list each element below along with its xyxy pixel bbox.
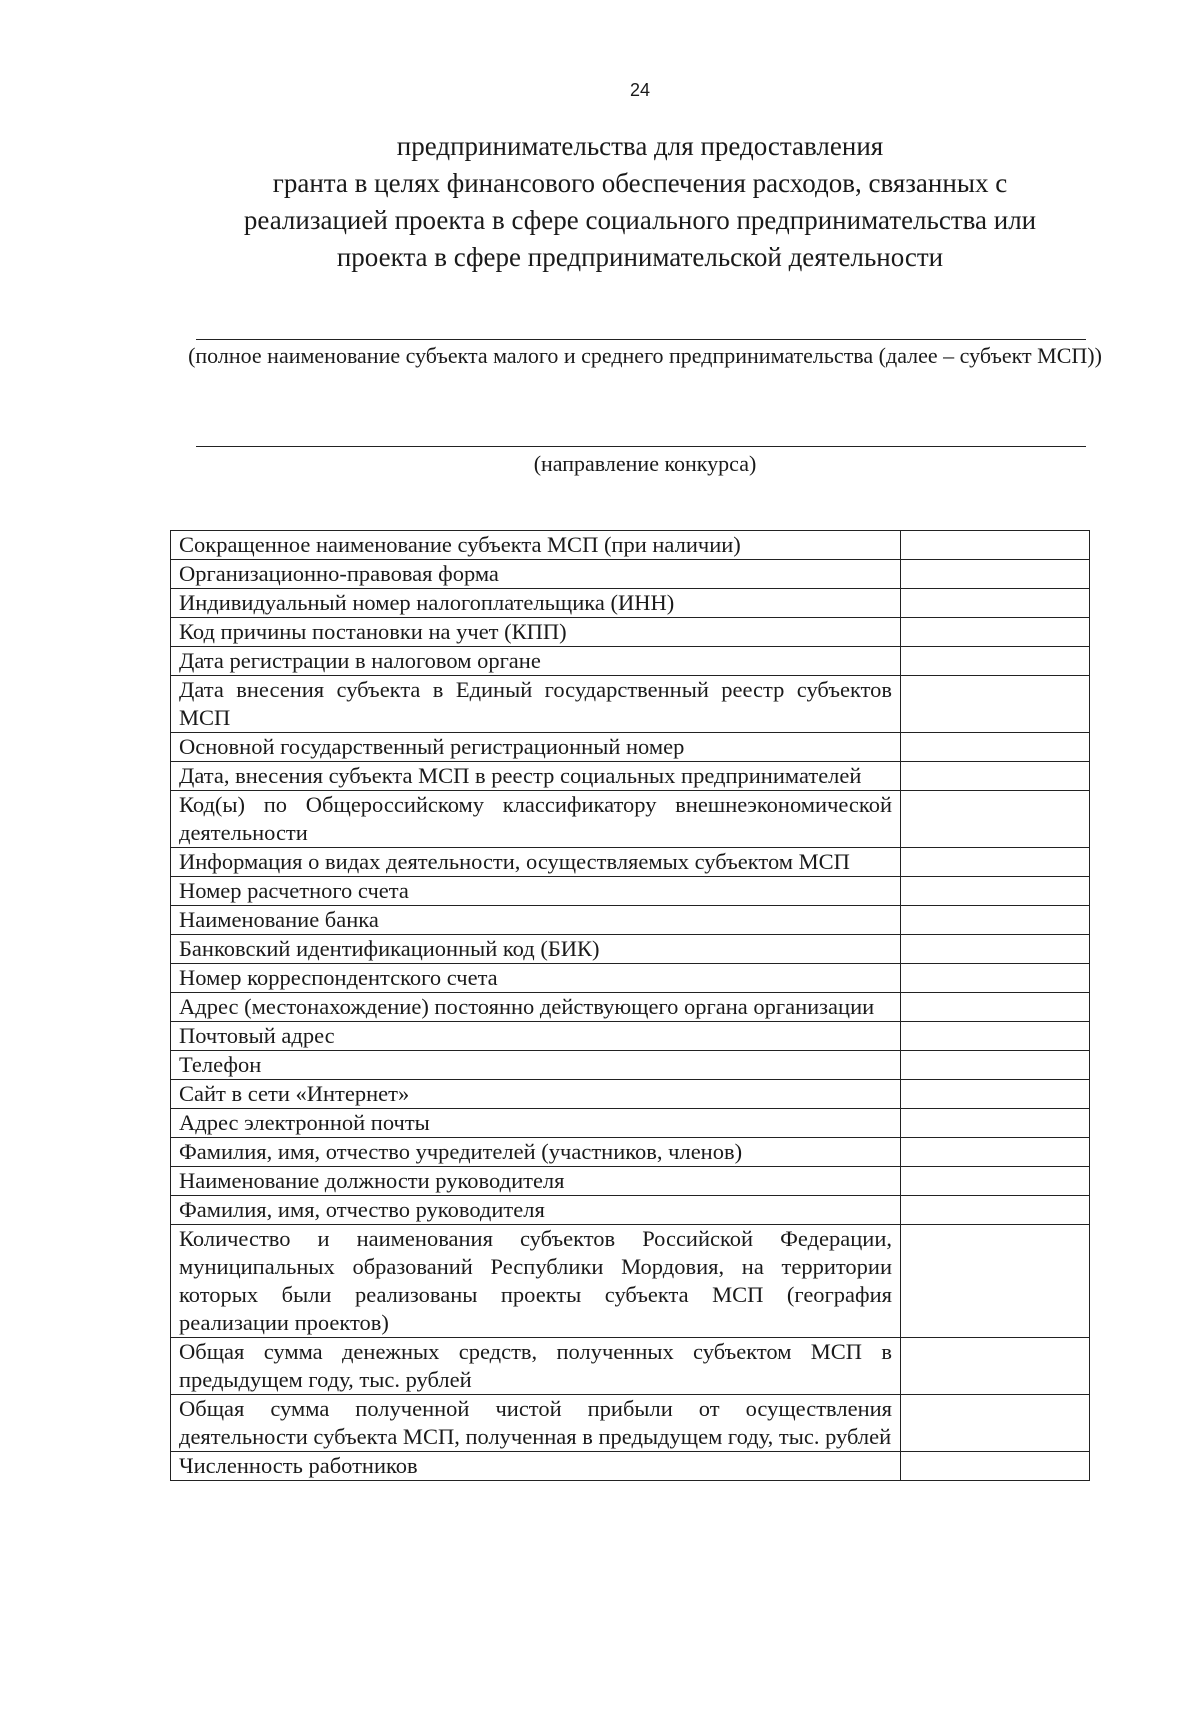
row-value-cell[interactable] <box>901 848 1090 877</box>
row-label: Фамилия, имя, отчество учредителей (участников, членов) <box>171 1138 901 1167</box>
row-value-cell[interactable] <box>901 1051 1090 1080</box>
subject-name-line <box>196 339 1086 340</box>
row-label: Численность работников <box>171 1452 901 1481</box>
row-value-cell[interactable] <box>901 1109 1090 1138</box>
table-row <box>171 560 1090 589</box>
row-value-cell[interactable] <box>901 647 1090 676</box>
table-row <box>171 993 1090 1022</box>
table-row <box>171 1196 1090 1225</box>
table-row <box>171 1167 1090 1196</box>
row-label: Фамилия, имя, отчество руководителя <box>171 1196 901 1225</box>
table-row <box>171 935 1090 964</box>
table-row <box>171 733 1090 762</box>
table-row <box>171 791 1090 848</box>
row-value-cell[interactable] <box>901 1138 1090 1167</box>
row-label: Код причины постановки на учет (КПП) <box>171 618 901 647</box>
row-label: Телефон <box>171 1051 901 1080</box>
row-label: Дата регистрации в налоговом органе <box>171 647 901 676</box>
table-row <box>171 676 1090 733</box>
subject-name-caption: (полное наименование субъекта малого и среднего предпринимательства (далее – субъект МСП)) <box>188 343 1102 368</box>
row-label: Информация о видах деятельности, осуществляемых субъектом МСП <box>171 848 901 877</box>
row-value-cell[interactable] <box>901 676 1090 733</box>
table-row <box>171 964 1090 993</box>
table-row <box>171 877 1090 906</box>
table-row <box>171 1051 1090 1080</box>
table-row <box>171 1225 1090 1338</box>
row-label: Наименование банка <box>171 906 901 935</box>
row-value-cell[interactable] <box>901 1452 1090 1481</box>
row-value-cell[interactable] <box>901 762 1090 791</box>
row-value-cell[interactable] <box>901 993 1090 1022</box>
row-value-cell[interactable] <box>901 935 1090 964</box>
row-value-cell[interactable] <box>901 733 1090 762</box>
row-label: Номер корреспондентского счета <box>171 964 901 993</box>
contest-direction-line <box>196 446 1086 447</box>
row-value-cell[interactable] <box>901 1080 1090 1109</box>
row-value-cell[interactable] <box>901 877 1090 906</box>
title-line: проекта в сфере предпринимательской деятельности <box>336 242 944 272</box>
table-row <box>171 1080 1090 1109</box>
row-label: Адрес (местонахождение) постоянно действующего органа организации <box>171 993 901 1022</box>
row-label: Сокращенное наименование субъекта МСП (при наличии) <box>171 531 901 560</box>
row-label: Номер расчетного счета <box>171 877 901 906</box>
row-label: Общая сумма полученной чистой прибыли от осуществления деятельности субъекта МСП, полученная в предыдущем году, тыс. рублей <box>171 1395 901 1452</box>
document-title <box>180 128 1100 276</box>
row-label: Организационно-правовая форма <box>171 560 901 589</box>
row-label: Адрес электронной почты <box>171 1109 901 1138</box>
contest-direction-caption: (направление конкурса) <box>533 451 757 476</box>
table-row <box>171 1338 1090 1395</box>
row-value-cell[interactable] <box>901 1167 1090 1196</box>
table-row <box>171 762 1090 791</box>
table-row <box>171 1022 1090 1051</box>
title-line: гранта в целях финансового обеспечения расходов, связанных с <box>272 168 1008 198</box>
row-value-cell[interactable] <box>901 1022 1090 1051</box>
row-label: Банковский идентификационный код (БИК) <box>171 935 901 964</box>
table-row <box>171 618 1090 647</box>
table-row <box>171 1395 1090 1452</box>
row-label: Почтовый адрес <box>171 1022 901 1051</box>
row-value-cell[interactable] <box>901 1338 1090 1395</box>
row-value-cell[interactable] <box>901 531 1090 560</box>
row-label: Дата, внесения субъекта МСП в реестр социальных предпринимателей <box>171 762 901 791</box>
row-label: Индивидуальный номер налогоплательщика (ИНН) <box>171 589 901 618</box>
row-label: Наименование должности руководителя <box>171 1167 901 1196</box>
table-row <box>171 1138 1090 1167</box>
row-value-cell[interactable] <box>901 560 1090 589</box>
page-number: 24 <box>629 80 651 100</box>
table-row <box>171 647 1090 676</box>
table-row <box>171 1452 1090 1481</box>
row-label: Сайт в сети «Интернет» <box>171 1080 901 1109</box>
table-row <box>171 848 1090 877</box>
row-value-cell[interactable] <box>901 589 1090 618</box>
title-line: предпринимательства для предоставления <box>396 131 884 161</box>
table-row <box>171 906 1090 935</box>
row-value-cell[interactable] <box>901 964 1090 993</box>
row-value-cell[interactable] <box>901 1225 1090 1338</box>
row-label: Общая сумма денежных средств, полученных субъектом МСП в предыдущем году, тыс. рублей <box>171 1338 901 1395</box>
applicant-info-table <box>170 530 1090 1481</box>
row-value-cell[interactable] <box>901 791 1090 848</box>
table-row <box>171 1109 1090 1138</box>
row-value-cell[interactable] <box>901 906 1090 935</box>
title-line: реализацией проекта в сфере социального предпринимательства или <box>243 205 1037 235</box>
row-label: Код(ы) по Общероссийскому классификатору внешнеэкономической деятельности <box>171 791 901 848</box>
row-label: Основной государственный регистрационный номер <box>171 733 901 762</box>
row-value-cell[interactable] <box>901 1395 1090 1452</box>
row-value-cell[interactable] <box>901 1196 1090 1225</box>
table-row <box>171 531 1090 560</box>
row-label: Количество и наименования субъектов Российской Федерации, муниципальных образований Республики Мордовия, на территории которых были реализованы проекты субъекта МСП (география реализации проектов) <box>171 1225 901 1338</box>
row-value-cell[interactable] <box>901 618 1090 647</box>
table-row <box>171 589 1090 618</box>
row-label: Дата внесения субъекта в Единый государственный реестр субъектов МСП <box>171 676 901 733</box>
